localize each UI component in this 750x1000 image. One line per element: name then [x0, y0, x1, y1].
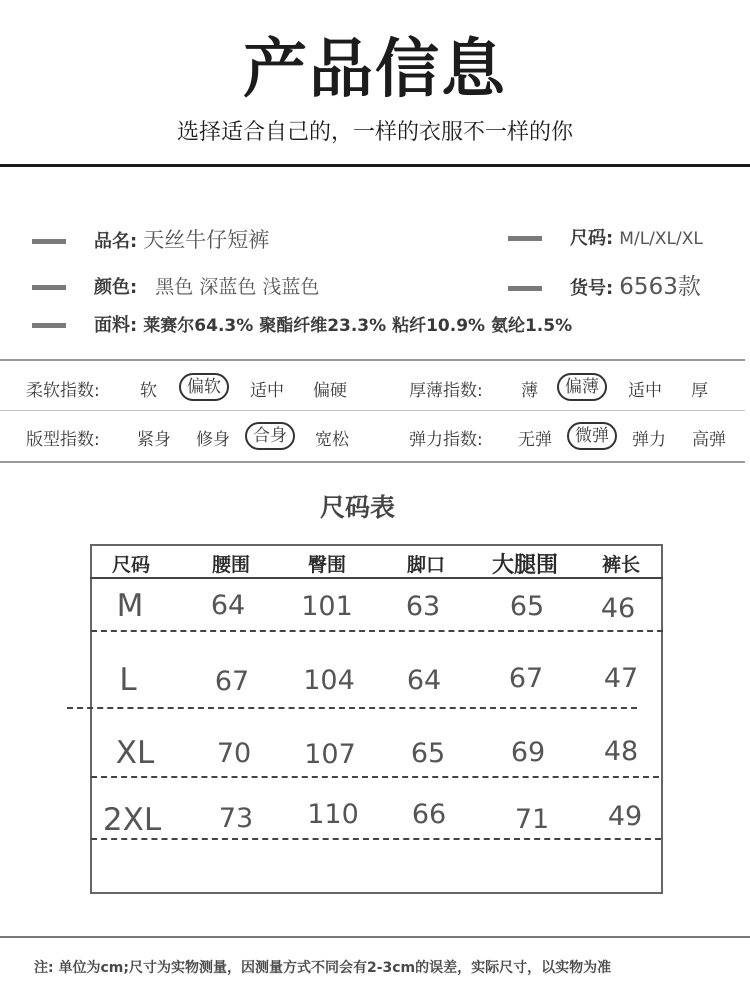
size-table-title: 尺码表	[319, 493, 395, 522]
column-header: 脚口	[406, 554, 445, 576]
bullet-dash-icon	[32, 285, 66, 290]
column-header: 尺码	[111, 554, 150, 576]
table-cell: 65	[509, 591, 545, 622]
table-cell: 73	[218, 803, 254, 834]
elasticity-option: 弹力	[632, 430, 666, 450]
thickness-option: 适中	[628, 381, 662, 401]
fabric-label: 面料:	[94, 315, 138, 336]
info-fabric	[32, 311, 572, 337]
size-cell: M	[116, 588, 144, 624]
fit-label: 版型指数:	[26, 430, 100, 450]
elasticity-label: 弹力指数:	[409, 430, 483, 450]
size-cell: 2XL	[102, 802, 162, 838]
color-label: 颜色:	[94, 277, 138, 298]
size-cell: XL	[115, 735, 155, 771]
softness-option: 适中	[250, 381, 284, 401]
fit-option: 宽松	[315, 430, 349, 450]
name-label: 品名:	[94, 231, 138, 252]
fit-option: 紧身	[137, 430, 171, 450]
table-cell: 110	[307, 799, 359, 830]
fit-index-row	[0, 423, 750, 453]
column-header: 大腿围	[491, 553, 558, 578]
table-cell: 65	[410, 738, 446, 769]
table-cell: 107	[304, 739, 356, 770]
table-cell: 64	[210, 590, 246, 621]
bullet-dash-icon	[508, 286, 542, 291]
row-divider	[67, 707, 637, 709]
elasticity-option-selected: 微弹	[567, 422, 617, 450]
fit-option-selected: 合身	[245, 422, 295, 450]
softness-option: 偏硬	[313, 381, 347, 401]
size-cell: L	[119, 662, 137, 698]
bullet-dash-icon	[32, 239, 66, 244]
row-divider	[91, 838, 661, 840]
table-cell: 48	[603, 736, 639, 767]
table-cell: 67	[508, 663, 544, 694]
thickness-label: 厚薄指数:	[409, 381, 483, 401]
column-header: 臀围	[307, 554, 346, 576]
bullet-dash-icon	[32, 323, 66, 328]
fabric-value: 莱赛尔64.3% 聚酯纤维23.3% 粘纤10.9% 氨纶1.5%	[143, 316, 573, 336]
table-cell: 70	[216, 738, 252, 769]
index-bottom-rule	[0, 461, 745, 463]
page-title: 产品信息	[243, 33, 507, 107]
footer-divider	[0, 936, 750, 938]
info-name	[32, 224, 269, 254]
column-header: 腰围	[211, 554, 250, 576]
table-cell: 49	[607, 801, 643, 832]
table-cell: 104	[303, 665, 355, 696]
row-divider	[91, 776, 659, 778]
softness-option: 软	[140, 381, 157, 401]
table-cell: 64	[406, 665, 442, 696]
page-subtitle: 选择适合自己的，一样的衣服不一样的你	[176, 120, 573, 145]
index-mid-rule	[0, 410, 745, 411]
table-cell: 63	[405, 591, 441, 622]
table-cell: 69	[510, 737, 546, 768]
table-cell: 101	[301, 591, 353, 622]
softness-option-selected: 偏软	[179, 373, 229, 401]
header-divider	[0, 164, 750, 167]
sku-label: 货号:	[570, 278, 614, 299]
name-value: 天丝牛仔短裤	[143, 228, 270, 252]
elasticity-option: 高弹	[692, 430, 726, 450]
fit-option: 修身	[196, 430, 230, 450]
thickness-option: 薄	[521, 381, 538, 401]
elasticity-option: 无弹	[518, 430, 552, 450]
table-cell: 66	[411, 799, 447, 830]
info-color	[32, 272, 319, 299]
table-cell: 71	[514, 804, 550, 835]
size-label: 尺码:	[570, 228, 614, 249]
sku-value: 6563款	[619, 274, 701, 300]
index-top-rule	[0, 359, 745, 361]
info-sku	[508, 268, 701, 301]
footer-note: 注: 单位为cm;尺寸为实物测量，因测量方式不同会有2-3cm的误差，实际尺寸，以实物为准	[34, 960, 612, 976]
color-value: 黑色 深蓝色 浅蓝色	[155, 276, 320, 298]
column-header: 裤长	[601, 554, 640, 576]
size-value: M/L/XL/XL	[619, 229, 703, 249]
table-cell: 47	[603, 663, 639, 694]
table-cell: 46	[600, 593, 636, 624]
bullet-dash-icon	[508, 236, 542, 241]
table-cell: 67	[214, 666, 250, 697]
softness-label: 柔软指数:	[26, 381, 100, 401]
thickness-option-selected: 偏薄	[557, 373, 607, 401]
size-table-header-rule	[90, 577, 663, 579]
info-size	[508, 224, 703, 250]
thickness-option: 厚	[691, 381, 708, 401]
row-divider	[91, 630, 663, 632]
softness-index-row	[0, 374, 750, 404]
